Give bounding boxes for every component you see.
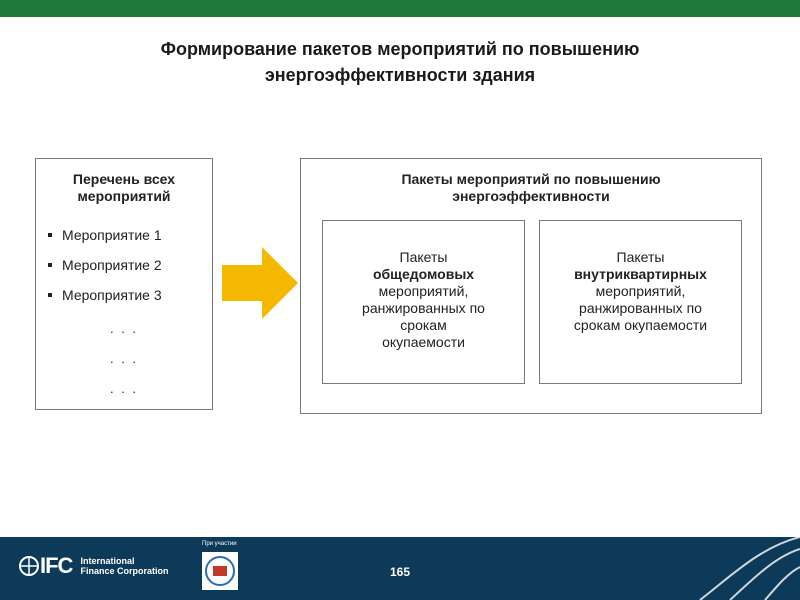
top-bar: [0, 0, 800, 17]
list-item-label: Мероприятие 1: [62, 227, 162, 243]
list-item-label: Мероприятие 2: [62, 257, 162, 273]
package-type: внутриквартирных: [574, 266, 707, 282]
measures-list-title: [36, 171, 212, 205]
package-line: Пакеты: [399, 249, 448, 265]
package-type: общедомовых: [372, 266, 475, 282]
list-item-label: Мероприятие 3: [62, 287, 162, 303]
slide-title-line1: Формирование пакетов мероприятий по повышению: [160, 39, 640, 59]
right-arrow-icon: [222, 247, 300, 319]
partner-label: При участии: [202, 541, 237, 547]
packages-title: [301, 171, 761, 205]
package-line: срокам: [400, 317, 447, 333]
packages-title-line2: энергоэффективности: [452, 188, 610, 204]
ifc-logo-mark: IFC: [40, 553, 73, 578]
ifc-logo-text: [80, 556, 168, 576]
package-line: мероприятий,: [595, 283, 686, 299]
bullet-icon: [48, 293, 52, 297]
partner-emblem-icon: [202, 552, 238, 590]
in-apartment-package: [539, 220, 742, 384]
ifc-logo-line1: International: [80, 556, 135, 566]
measures-list: [48, 227, 162, 317]
globe-icon: [18, 555, 40, 577]
footer-swoosh-decoration: [690, 537, 800, 600]
list-item: [48, 257, 162, 287]
package-line: ранжированных по: [579, 300, 702, 316]
list-item: [48, 227, 162, 257]
bullet-icon: [48, 263, 52, 267]
package-line: ранжированных по: [362, 300, 485, 316]
measures-list-title-line1: Перечень всех: [72, 171, 176, 187]
slide-title-line2: энергоэффективности здания: [264, 65, 536, 85]
package-line: окупаемости: [382, 334, 465, 350]
measures-list-box: [35, 158, 213, 410]
ellipsis: . . .: [109, 381, 139, 396]
measures-list-title-line2: мероприятий: [77, 188, 171, 204]
page-number: 165: [389, 565, 411, 579]
ellipsis: . . .: [109, 321, 139, 336]
package-line: срокам окупаемости: [573, 317, 708, 333]
ifc-logo-line2: Finance Corporation: [80, 566, 169, 576]
bullet-icon: [48, 233, 52, 237]
ellipsis: . . .: [109, 351, 139, 366]
package-line: Пакеты: [616, 249, 665, 265]
package-line: мероприятий,: [378, 283, 469, 299]
packages-box: [300, 158, 762, 414]
slide-title: [60, 36, 740, 88]
ifc-logo: [18, 553, 168, 579]
common-house-package: [322, 220, 525, 384]
list-item: [48, 287, 162, 317]
packages-title-line1: Пакеты мероприятий по повышению: [401, 171, 661, 187]
partner-logo: [202, 552, 238, 590]
